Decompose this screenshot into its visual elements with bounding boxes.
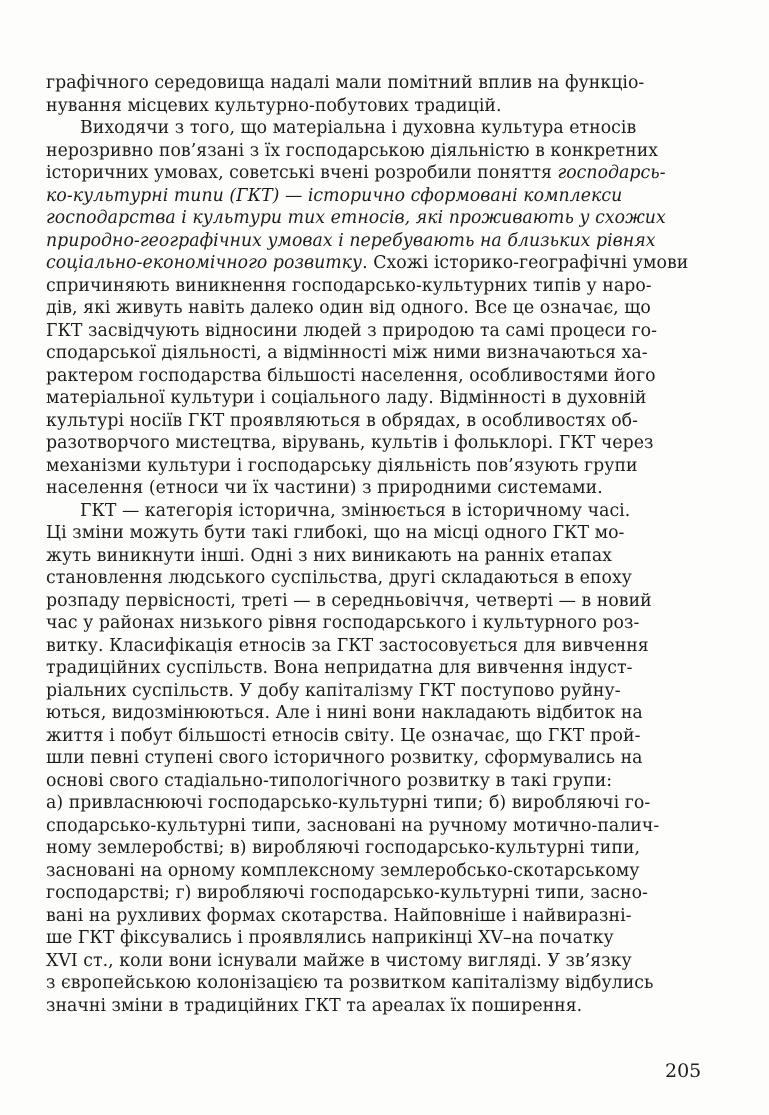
- text-span: ріальних суспільств. У добу капіталізму ГКТ поступово руйну-: [46, 680, 621, 701]
- text-line: [46, 207, 706, 230]
- italic-text: соціально-економічного розвитку: [46, 253, 363, 273]
- text-line: [46, 432, 706, 455]
- text-span: графічного середовища надалі мали помітний вплив на функціо-: [46, 73, 645, 93]
- text-line: [46, 837, 706, 860]
- text-line: [46, 567, 706, 590]
- text-line: [46, 95, 706, 118]
- text-line: [46, 792, 706, 815]
- text-line: [46, 162, 706, 185]
- text-span: . Схожі історико-географічні умови: [362, 253, 689, 273]
- text-line: [46, 117, 706, 140]
- text-span: ному землеробстві; в) виробляючі господарсько-культурні типи,: [46, 838, 640, 858]
- paragraph: [46, 117, 706, 500]
- text-line: [46, 747, 706, 770]
- italic-text: ко-культурні типи (ГКТ) — історично сформовані комплекси: [46, 185, 623, 206]
- text-span: історичних умовах, советські вчені розробили поняття: [46, 163, 558, 183]
- text-span: дів, які живуть навіть далеко один від одного. Все це означає, що: [46, 298, 651, 318]
- text-line: [46, 477, 706, 500]
- text-span: розпаду первісності, треті — в середньовіччя, четверті — в новий: [46, 590, 652, 611]
- text-span: Виходячи з того, що матеріальна і духовна культура етносів: [80, 118, 637, 138]
- text-line: [46, 342, 706, 365]
- italic-text: природно-географічних умовах і перебувають на близьких рівнях: [46, 230, 656, 251]
- text-line: [46, 927, 706, 950]
- text-span: вані на рухливих формах скотарства. Найповніше і найвиразні-: [46, 905, 632, 926]
- text-span: час у районах низького рівня господарського і культурного роз-: [46, 613, 640, 633]
- text-span: рактером господарства більшості населення, особливостями його: [46, 365, 656, 386]
- text-span: жуть виникнути інші. Одні з них виникають на ранніх етапах: [46, 545, 612, 566]
- text-line: [46, 770, 706, 793]
- text-span: традиційних суспільств. Вона непридатна для вивчення індуст-: [46, 658, 633, 678]
- text-span: ГКТ засвідчують відносини людей з природою та самі процеси го-: [46, 320, 657, 341]
- text-line: [46, 455, 706, 478]
- text-line: [46, 140, 706, 163]
- text-span: становлення людського суспільства, другі складаються в епоху: [46, 568, 632, 588]
- text-span: матеріальної культури і соціального ладу. Відмінності в духовній: [46, 388, 647, 408]
- text-span: шли певні ступені свого історичного розвитку, сформувались на: [46, 748, 643, 768]
- text-line: [46, 950, 706, 973]
- text-line: [46, 725, 706, 748]
- text-line: [46, 995, 706, 1018]
- text-span: культурі носіїв ГКТ проявляються в обрядах, в особливостях об-: [46, 410, 639, 431]
- text-line: [46, 815, 706, 838]
- text-span: а) привласнюючі господарсько-культурні типи; б) виробляючі го-: [46, 793, 651, 813]
- text-line: [46, 230, 706, 253]
- text-line: [46, 680, 706, 703]
- text-line: [46, 72, 706, 95]
- text-span: засновані на орному комплексному землеробсько-скотарському: [46, 860, 640, 881]
- text-line: [46, 545, 706, 568]
- text-span: життя і побут більшості етносів світу. Це означає, що ГКТ прой-: [46, 725, 641, 746]
- text-span: нерозривно пов’язані з їх господарською діяльністю в конкретних: [46, 140, 659, 161]
- text-line: [46, 860, 706, 883]
- text-span: з європейською колонізацією та розвитком капіталізму відбулись: [46, 973, 654, 993]
- page-number: 205: [665, 1060, 702, 1082]
- text-span: ються, видозмінюються. Але і нині вони накладають відбиток на: [46, 703, 643, 723]
- text-line: [46, 905, 706, 928]
- text-line: [46, 612, 706, 635]
- text-span: витку. Класифікація етносів за ГКТ застосовується для вивчення: [46, 635, 649, 656]
- italic-text: господарства і культури тих етносів, які проживають у схожих: [46, 208, 666, 228]
- text-line: [46, 320, 706, 343]
- text-span: спричиняють виникнення господарсько-культурних типів у наро-: [46, 275, 652, 296]
- text-line: [46, 275, 706, 298]
- text-span: Ці зміни можуть бути такі глибокі, що на місці одного ГКТ мо-: [46, 523, 625, 543]
- text-line: [46, 252, 706, 275]
- text-span: господарстві; г) виробляючі господарсько-культурні типи, засно-: [46, 883, 648, 903]
- text-line: [46, 500, 706, 523]
- italic-text: господарсь-: [557, 163, 666, 183]
- text-span: механізми культури і господарську діяльність пов’язують групи: [46, 455, 638, 476]
- text-span: населення (етноси чи їх частини) з природними системами.: [46, 478, 603, 498]
- text-span: сподарсько-культурні типи, засновані на ручному мотично-палич-: [46, 815, 660, 836]
- text-line: [46, 635, 706, 658]
- text-line: [46, 297, 706, 320]
- text-line: [46, 590, 706, 613]
- paragraph: [46, 72, 706, 117]
- text-span: разотворчого мистецтва, вірувань, культів і фольклорі. ГКТ через: [46, 433, 654, 453]
- text-span: сподарської діяльності, а відмінності між ними визначаються ха-: [46, 343, 648, 363]
- text-line: [46, 387, 706, 410]
- text-line: [46, 365, 706, 388]
- text-span: ГКТ — категорія історична, змінюється в історичному часі.: [80, 500, 631, 521]
- text-line: [46, 185, 706, 208]
- paragraph: [46, 500, 706, 1018]
- text-span: ше ГКТ фіксувались і проявлялись наприкінці XV–на початку: [46, 928, 614, 948]
- body-text: [46, 72, 706, 1017]
- text-line: [46, 882, 706, 905]
- text-line: [46, 702, 706, 725]
- text-line: [46, 972, 706, 995]
- text-span: значні зміни в традиційних ГКТ та ареалах їх поширення.: [46, 995, 583, 1016]
- text-span: нування місцевих культурно-побутових традицій.: [46, 95, 502, 116]
- text-span: XVI ст., коли вони існували майже в чистому вигляді. У зв’язку: [46, 950, 632, 971]
- text-line: [46, 522, 706, 545]
- text-span: основі свого стадіально-типологічного розвитку в такі групи:: [46, 770, 613, 791]
- text-line: [46, 410, 706, 433]
- text-line: [46, 657, 706, 680]
